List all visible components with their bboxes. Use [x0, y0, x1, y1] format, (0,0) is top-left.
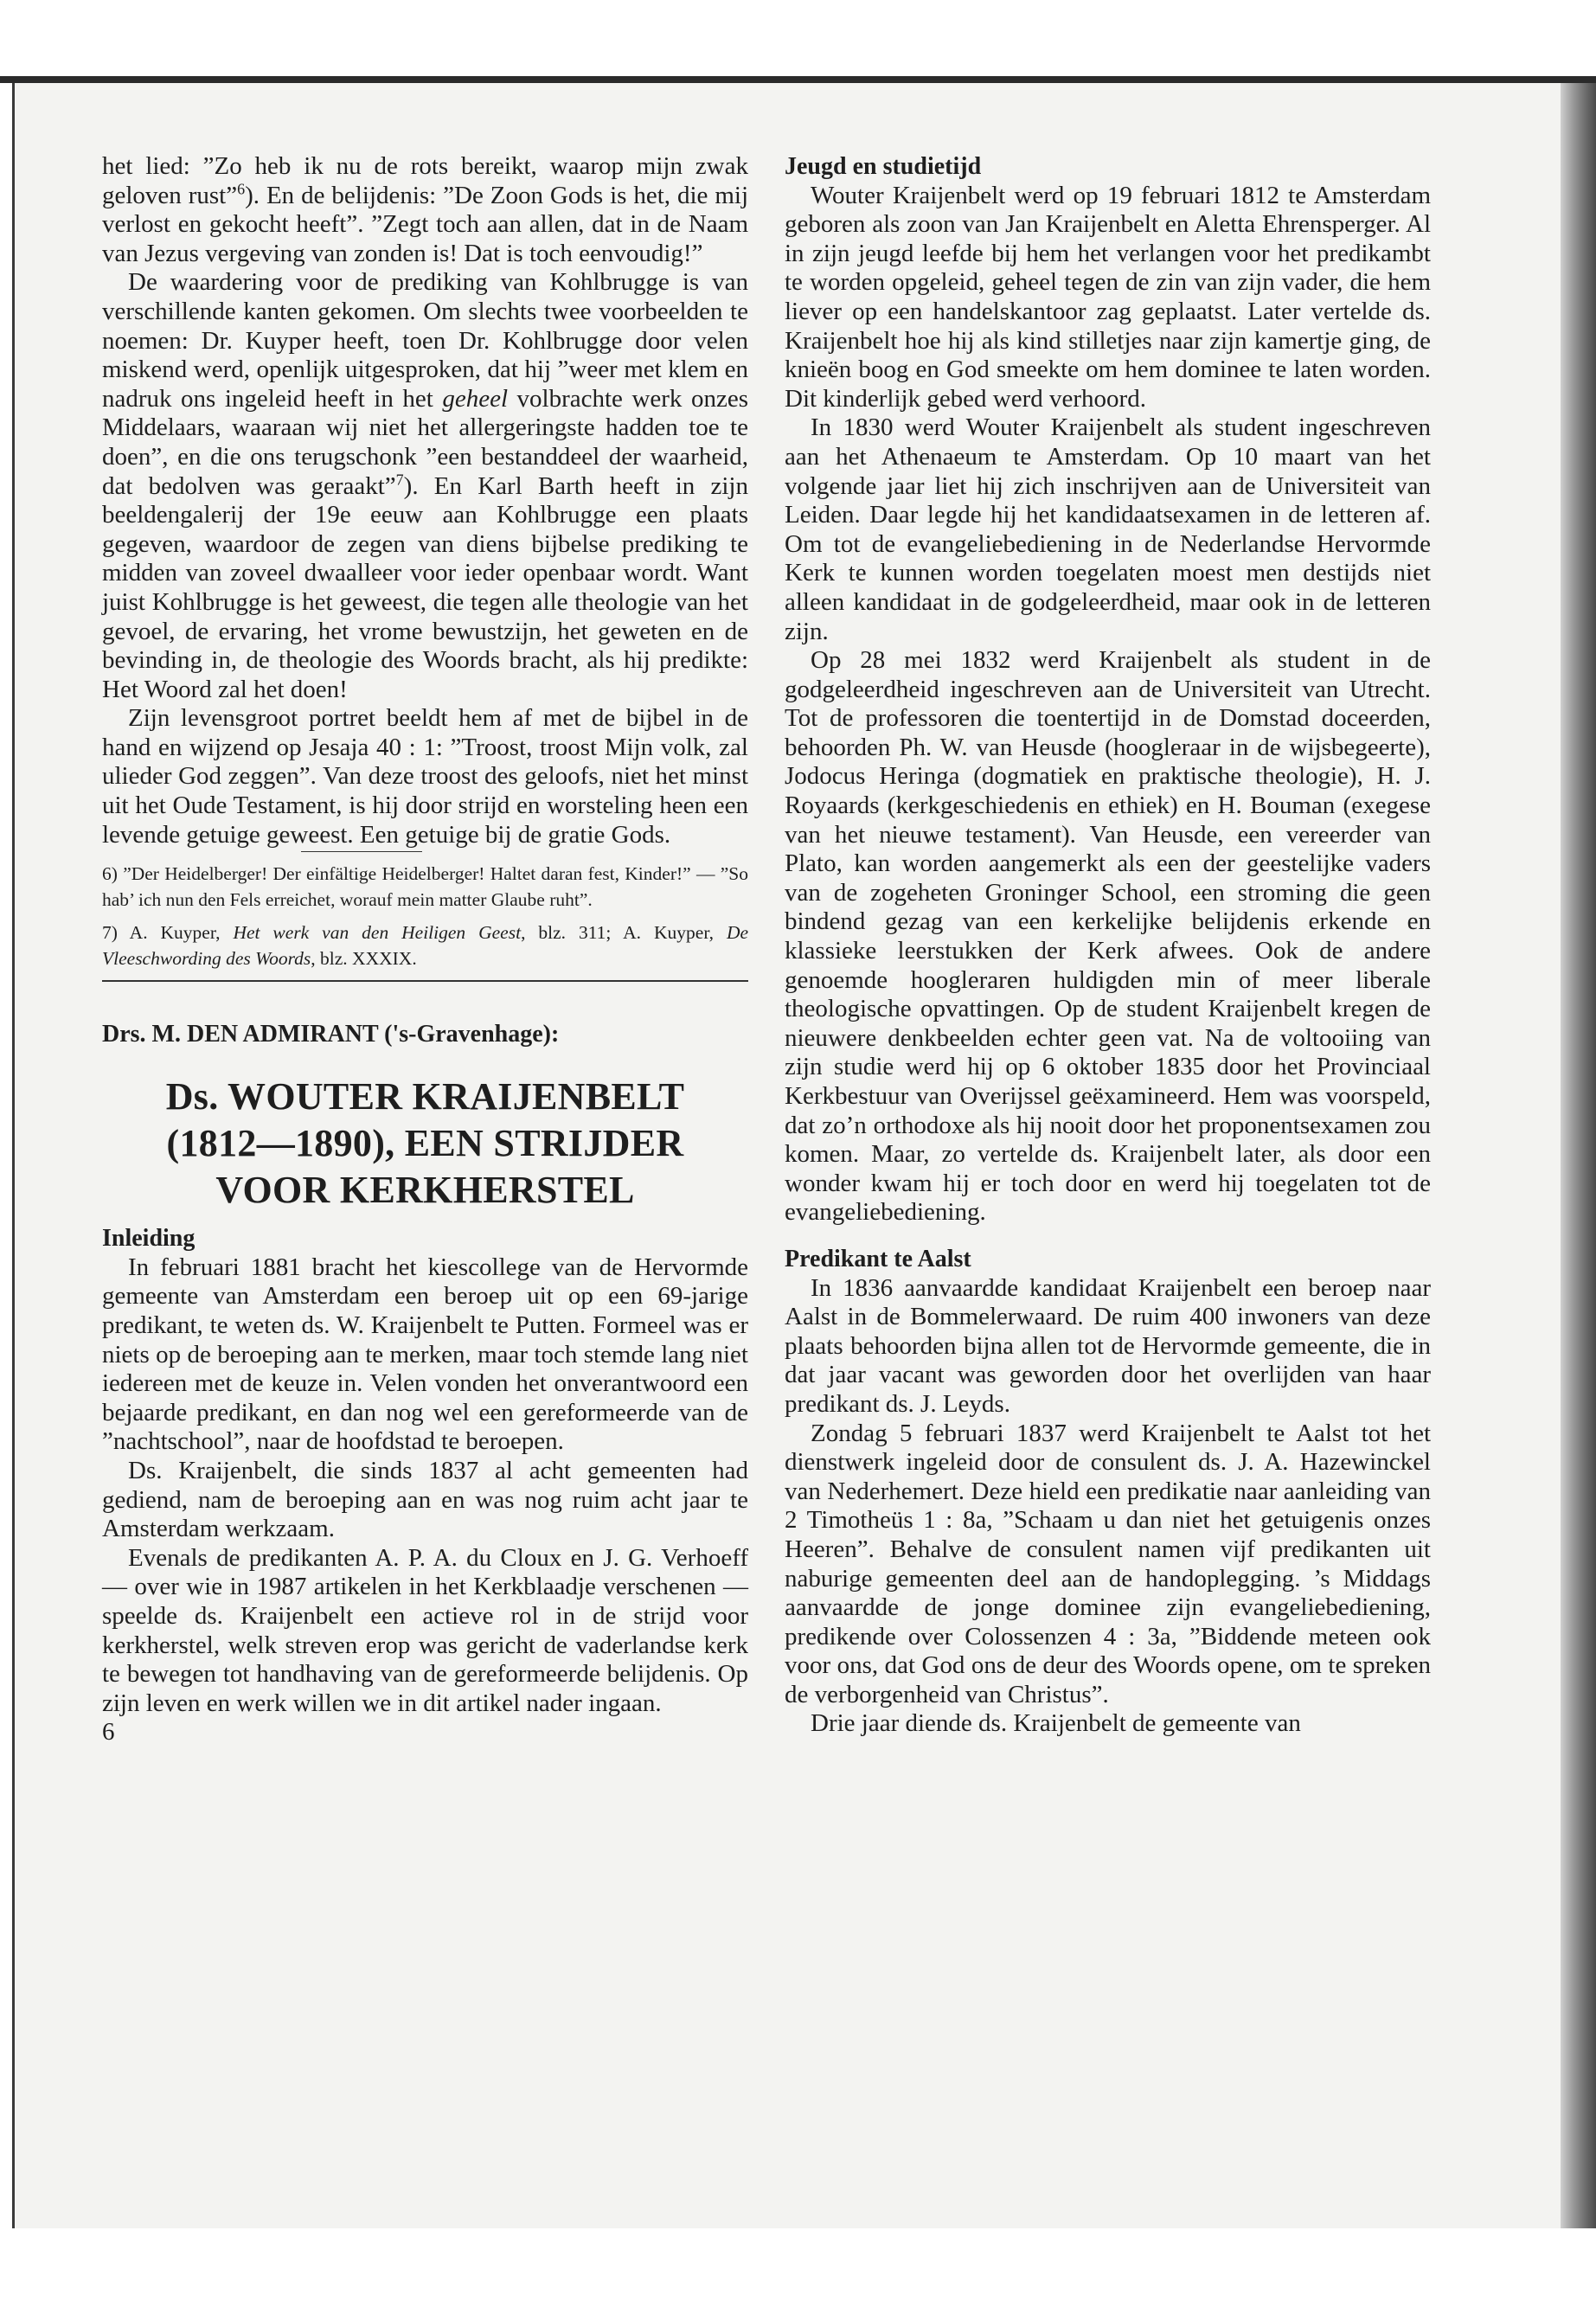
book-spine-edge [1561, 83, 1596, 2228]
section-heading-jeugd: Jeugd en studietijd [785, 153, 982, 180]
italic-text: geheel [442, 384, 509, 413]
text-run: De waardering voor de prediking van Kohlbrugge is van verschillende kanten gekomen. Om slechts twee voorbeelden te noemen: Dr. Kuyper heeft, toen Dr. Kohlbrugge door velen miskend werd, openlijk uitgesproken, dat hij ”weer met klem en nadruk ons ingeleid heeft in het [102, 268, 748, 413]
footnote-6: 6) ”Der Heidelberger! Der einfältige Heidelberger! Haltet daran fest, Kinder!” — ”So hab’ ich nun den Fels erreichet, worauf mein matter Glaube ruht”. [102, 863, 748, 911]
section-divider [102, 980, 748, 982]
text-run: , blz. XXXIX. [311, 948, 417, 970]
paragraph: In februari 1881 bracht het kiescollege van de Hervormde gemeente van Amsterdam een beroep uit op een 69-jarige predikant, te weten ds. W. Kraijenbelt te Putten. Formeel was er niets op de beroeping aan te merken, maar toch stemde lang niet iedereen met de keuze in. Velen vonden het onverantwoord een bejaarde predikant, en dan nog wel een gereformeerde van de ”nachtschool”, naar de hoofdstad te beroepen. [102, 1253, 748, 1456]
paragraph: In 1836 aanvaardde kandidaat Kraijenbelt een beroep naar Aalst in de Bommelerwaard. De ruim 400 inwoners van deze plaats behoorden bijna allen tot de Hervormde gemeente, die in dat jaar vacant was geworden door het overlijden van haar predikant ds. J. Leyds. [785, 1273, 1431, 1418]
text-run: 7) A. Kuyper, [102, 922, 234, 944]
paragraph: Op 28 mei 1832 werd Kraijenbelt als student in de godgeleerdheid ingeschreven aan de Universiteit van Utrecht. Tot de professoren die toentertijd in de Domstad doceerden, behoorden Ph. W. van Heusde (hoogleraar in de wijsbegeerte), Jodocus Heringa (dogmatiek en praktische theologie), H. J. Royaards (kerkgeschiedenis en ethiek) en H. Bouman (exegese van het nieuwe testament). Van Heusde, een vereerder van Plato, kan worden aangemerkt als een der geestelijke vaders van de zogeheten Groninger School, een stroming die geen bindend gezag van een kerkelijke belijdenis erkende en klassieke leerstukken der Kerk afwees. Ook de andere genoemde hoogleraren huldigden min of meer liberale theologische opvattingen. Op de student Kraijenbelt kregen de nieuwere denkbeelden echter geen vat. Na de voltooiing van zijn studie werd hij op 6 oktober 1835 door het Provinciaal Kerkbestuur van Overijssel geëxamineerd. Hem was voorspeld, dat zo’n orthodoxe als hij nooit door het proponentsexamen zou komen. Maar, zo vertelde ds. Kraijenbelt later, als door een wonder kwam hij er toch door en werd hij toegelaten tot de evangeliebediening. [785, 646, 1431, 1227]
text-run: , blz. 311; A. Kuyper, [521, 922, 727, 944]
paragraph [102, 152, 748, 268]
text-run: ). En Karl Barth heeft in zijn beeldengalerij der 19e eeuw aan Kohlbrugge een plaats gegeven, waardoor de zegen van diens bijbelse prediking te midden van zoveel dwaalleer voor ieder openbaar wordt. Want juist Kohlbrugge is het geweest, die tegen alle theologie van het gevoel, de ervaring, het vrome bewustzijn, het geweten en de bevinding in, de theologie des Woords bracht, als hij predikte: Het Woord zal het doen! [102, 471, 748, 703]
paragraph: Wouter Kraijenbelt werd op 19 februari 1812 te Amsterdam geboren als zoon van Jan Kraijenbelt en Aletta Ehrensperger. Al in zijn jeugd leefde bij hem het verlangen voor het predikambt te worden opgeleid, geheel tegen de zin van zijn vader, die hem liever op een handelskantoor zag geplaatst. Later vertelde ds. Kraijenbelt hoe hij als kind stilletjes naar zijn kamertje ging, de knieën boog en God smeekte om hem dominee te laten worden. Dit kinderlijk gebed werd verhoord. [785, 181, 1431, 413]
text-run: het lied: ”Zo heb ik nu de rots bereikt, waarop mijn zwak geloven rust” [102, 152, 748, 209]
paragraph: Zondag 5 februari 1837 werd Kraijenbelt te Aalst tot het dienstwerk ingeleid door de consulent ds. J. A. Hazewinckel van Nederhemert. Deze hield een predikatie naar aanleiding van 2 Timotheüs 1 : 8a, ”Schaam u dan niet het getuigenis onzes Heeren”. Behalve de consulent namen vijf predikanten uit naburige gemeenten deel aan de handoplegging. ’s Middags aanvaardde de jonge dominee zijn evangeliebediening, predikende over Colossenzen 4 : 3a, ”Biddende meteen ook voor ons, dat God ons de deur des Woords opene, om te spreken de verborgenheid van Christus”. [785, 1419, 1431, 1708]
right-column [785, 152, 1431, 1739]
scan-top-edge [0, 76, 1596, 83]
page-number: 6 [102, 1718, 115, 1747]
left-column [102, 152, 748, 1747]
title-line: Ds. WOUTER KRAIJENBELT [165, 1075, 685, 1118]
footnote-7 [102, 920, 748, 971]
footnote-ref: 6 [237, 179, 246, 197]
paragraph: Evenals de predikanten A. P. A. du Cloux en J. G. Verhoeff — over wie in 1987 artikelen in het Kerkblaadje verschenen — speelde ds. Kraijenbelt een actieve rol in de strijd voor kerkherstel, welk streven erop was gericht de vaderlandse kerk te bewegen tot handhaving van de gereformeerde belijdenis. Op zijn leven en werk willen we in dit artikel nader ingaan. [102, 1543, 748, 1717]
article-title [102, 1074, 748, 1214]
paragraph: Zijn levensgroot portret beeldt hem af met de bijbel in de hand en wijzend op Jesaja 40 : 1: ”Troost, troost Mijn volk, zal ulieder God zeggen”. Van deze troost des geloofs, niet het minst uit het Oude Testament, is hij door strijd en worsteling heen een levende getuige geweest. Een getuige bij de gratie Gods. [102, 704, 748, 849]
title-line: VOOR KERKHERSTEL [215, 1169, 635, 1212]
scan-top-margin [0, 0, 1596, 83]
paragraph: Ds. Kraijenbelt, die sinds 1837 al acht gemeenten had gediend, nam de beroeping aan en was nog ruim acht jaar te Amsterdam werkzaam. [102, 1457, 748, 1543]
italic-text: Het werk van den Heiligen Geest [233, 922, 522, 944]
title-line: (1812—1890), EEN STRIJDER [166, 1122, 684, 1165]
footnote-divider [301, 851, 422, 852]
section-heading-aalst: Predikant te Aalst [785, 1245, 971, 1272]
scan-bottom-margin [0, 2228, 1596, 2301]
paragraph [102, 268, 748, 704]
section-heading-inleiding: Inleiding [102, 1225, 195, 1253]
article-author: Drs. M. DEN ADMIRANT ('s-Gravenhage): [102, 1021, 560, 1048]
text-run: ). En de belijdenis: ”De Zoon Gods is het, die mij verlost en gekocht heeft”. ”Zegt toch aan allen, dat in de Naam van Jezus vergeving van zonden is! Dat is toch eenvoudig!” [102, 181, 748, 267]
paragraph: Drie jaar diende ds. Kraijenbelt de gemeente van [811, 1709, 1301, 1738]
footnote-ref: 7 [395, 470, 404, 488]
italic-text: De Vleeschwording des Woords [102, 922, 749, 970]
paragraph: In 1830 werd Wouter Kraijenbelt als student ingeschreven aan het Athenaeum te Amsterdam. Op 10 maart van het volgende jaar liet hij zich inschrijven aan de Universiteit van Leiden. Daar legde hij het kandidaatsexamen in de letteren af. Om tot de evangeliebediening in de Nederlandse Hervormde Kerk te kunnen worden toegelaten moest men destijds niet alleen kandidaat in de godgeleerdheid, maar ook in de letteren zijn. [785, 413, 1431, 645]
text-run: volbrachte werk onzes Middelaars, waaraan wij niet het allergeringste hadden toe te doen”, en die ons terugschonk ”een bestanddeel der waarheid, dat bedolven was geraakt” [102, 384, 748, 500]
